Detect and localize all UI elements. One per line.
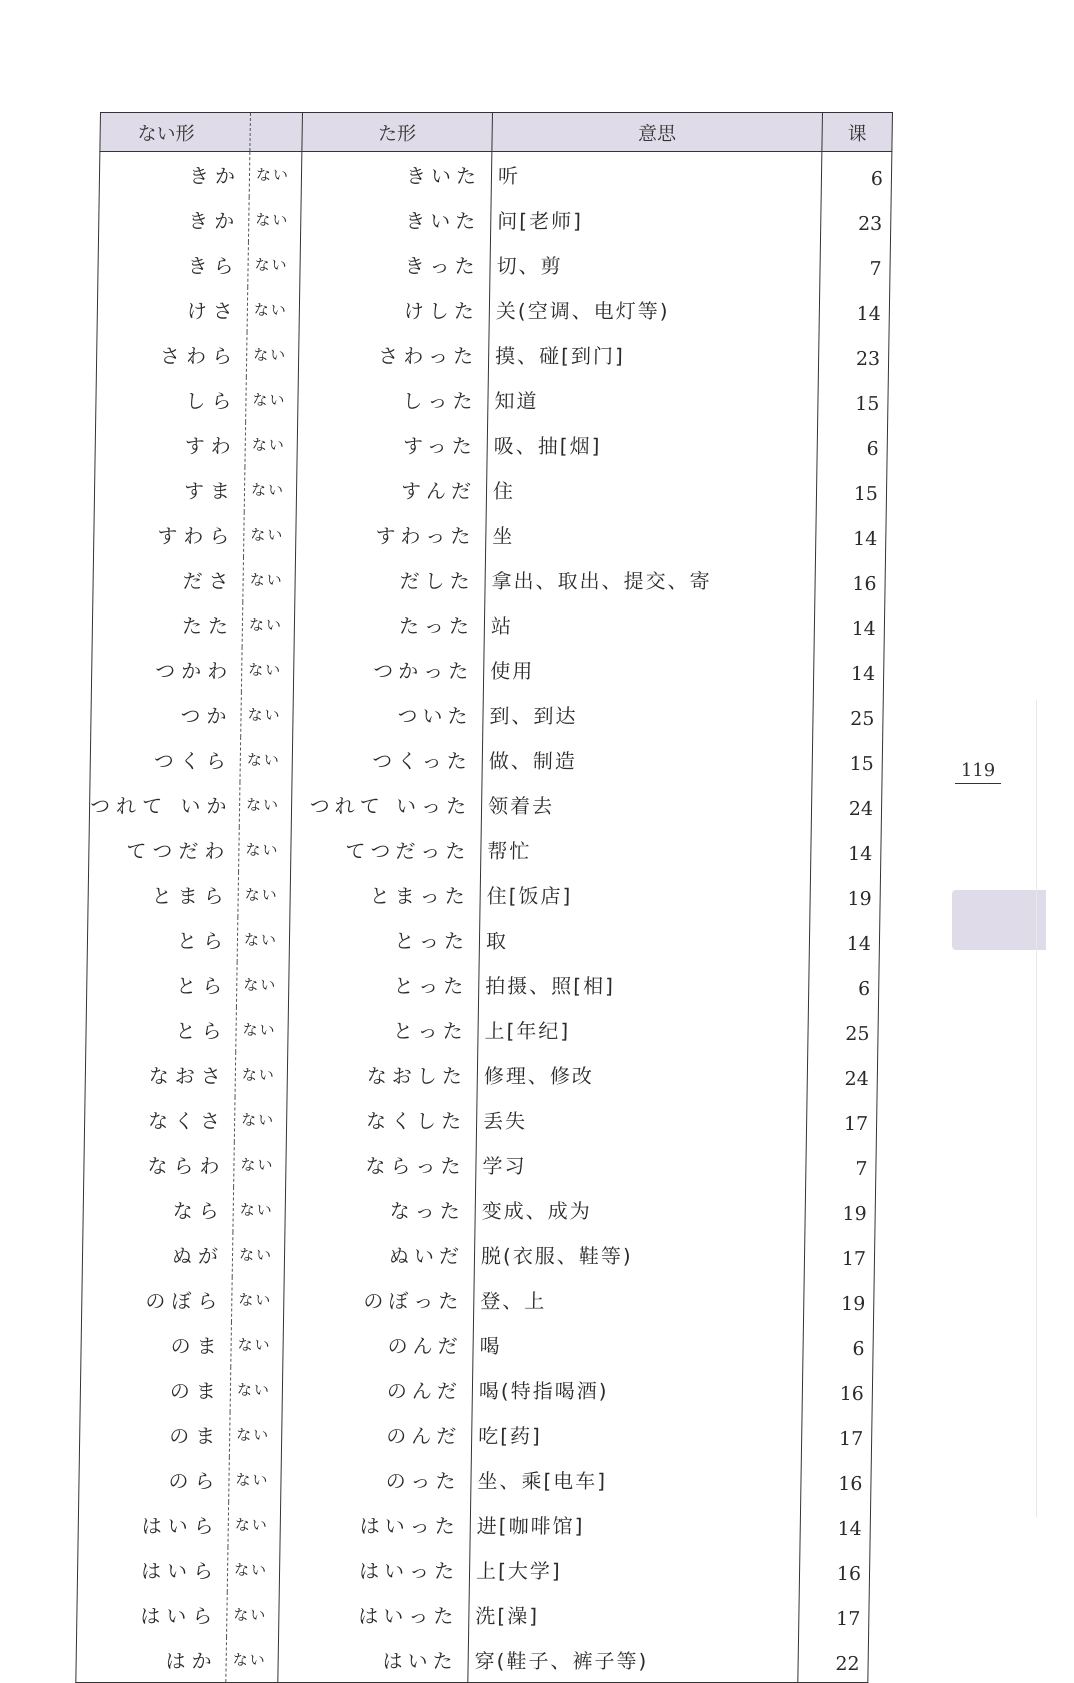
lesson-cell: 14 [816,512,887,557]
lesson-cell: 16 [802,1367,873,1412]
lesson-cell: 16 [801,1457,872,1502]
nai-stem-cell: ぬが [82,1232,233,1277]
lesson-cell: 19 [810,872,881,917]
ta-form-cell: きった [300,242,491,287]
lesson-cell: 15 [818,377,889,422]
ta-form-cell: はいた [278,1637,469,1683]
table-row [86,962,879,1007]
lesson-cell: 16 [815,557,886,602]
table-row [96,377,889,422]
nai-suffix-cell: ない [241,647,294,692]
lesson-cell: 25 [808,1007,879,1052]
nai-suffix-cell: ない [246,377,299,422]
table-row [81,1322,874,1367]
ta-form-cell: すんだ [296,467,487,512]
ta-form-cell: はいった [279,1592,470,1637]
lesson-cell: 15 [816,467,887,512]
table-row [88,872,881,917]
table-row [98,242,891,287]
table-row [80,1367,873,1412]
meaning-cell: 喝 [473,1322,804,1367]
meaning-cell: 脱(衣服、鞋等) [474,1232,805,1277]
nai-suffix-cell: ない [248,242,301,287]
ta-form-cell: とった [288,1007,479,1052]
lesson-cell: 19 [805,1187,876,1232]
ta-form-cell: しった [298,377,489,422]
nai-stem-cell: はいら [77,1547,228,1592]
table-row [79,1457,872,1502]
nai-suffix-cell: ない [244,467,297,512]
lesson-cell: 17 [799,1592,870,1637]
lesson-cell: 25 [813,692,884,737]
nai-stem-cell: はいら [78,1502,229,1547]
ta-form-cell: のぼった [283,1277,474,1322]
lesson-cell: 23 [820,197,891,242]
table-row [95,422,888,467]
nai-suffix-cell: ない [232,1232,285,1277]
table-row [94,512,887,557]
nai-suffix-cell: ない [244,512,297,557]
table-row [92,602,885,647]
nai-suffix-cell: ない [236,962,289,1007]
table-row [81,1277,874,1322]
table-row [79,1412,872,1457]
ta-form-cell: はいった [280,1502,471,1547]
meaning-cell: 使用 [483,647,814,692]
nai-stem-cell: とら [86,1007,237,1052]
nai-stem-cell: すわら [94,512,245,557]
table-row [94,467,887,512]
nai-stem-cell: きか [98,197,249,242]
page-number: 119 [955,760,1001,784]
table-row [77,1547,870,1592]
table-row [98,197,891,242]
ta-form-cell: つくった [292,737,483,782]
nai-suffix-cell: ない [243,557,296,602]
ta-form-cell: きいた [301,152,492,198]
meaning-cell: 问[老师] [490,197,821,242]
ta-form-cell: つかった [293,647,484,692]
ta-form-cell: ぬいだ [284,1232,475,1277]
nai-stem-cell: とら [87,917,238,962]
ta-form-cell: のった [281,1457,472,1502]
table-row [86,1007,879,1052]
header-ta-form: た形 [302,113,493,152]
nai-stem-cell: のら [79,1457,230,1502]
meaning-cell: 坐 [486,512,817,557]
table-row [91,692,884,737]
ta-form-cell: さわった [298,332,489,377]
nai-stem-cell: きか [99,152,250,198]
table-row [96,332,889,377]
nai-suffix-cell: ない [248,197,301,242]
table-row [84,1097,877,1142]
meaning-cell: 拍摄、照[相] [478,962,809,1007]
nai-stem-cell: さわら [96,332,247,377]
meaning-cell: 登、上 [473,1277,804,1322]
meaning-cell: 上[大学] [469,1547,800,1592]
lesson-cell: 17 [806,1097,877,1142]
nai-stem-cell: すわ [95,422,246,467]
ta-form-cell: なくした [286,1097,477,1142]
nai-stem-cell: きら [98,242,249,287]
lesson-cell: 23 [818,332,889,377]
ta-form-cell: けした [299,287,490,332]
meaning-cell: 关(空调、电灯等) [489,287,820,332]
ta-form-cell: つれて いった [291,782,482,827]
meaning-cell: 知道 [488,377,819,422]
lesson-cell: 6 [817,422,888,467]
nai-suffix-cell: ない [238,872,291,917]
lesson-cell: 17 [801,1412,872,1457]
ta-form-cell: のんだ [281,1412,472,1457]
page-edge-line [1036,700,1037,1517]
header-lesson: 课 [822,113,893,152]
lesson-cell: 6 [808,962,879,1007]
lesson-cell: 17 [804,1232,875,1277]
meaning-cell: 帮忙 [481,827,812,872]
ta-form-cell: きいた [300,197,491,242]
lesson-cell: 15 [812,737,883,782]
meaning-cell: 取 [479,917,810,962]
nai-suffix-cell: ない [226,1637,279,1683]
nai-suffix-cell: ない [245,422,298,467]
nai-stem-cell: つれて いか [89,782,240,827]
ta-form-cell: はいった [279,1547,470,1592]
nai-stem-cell: のま [79,1412,230,1457]
nai-suffix-cell: ない [230,1367,283,1412]
meaning-cell: 住[饭店] [480,872,811,917]
table-row [97,287,890,332]
nai-suffix-cell: ない [236,1007,289,1052]
lesson-cell: 6 [803,1322,874,1367]
lesson-cell: 7 [820,242,891,287]
meaning-cell: 洗[澡] [469,1592,800,1637]
table-row [82,1232,875,1277]
lesson-cell: 14 [800,1502,871,1547]
nai-suffix-cell: ない [234,1097,287,1142]
table-row [93,557,886,602]
meaning-cell: 穿(鞋子、裤子等) [468,1637,799,1683]
nai-suffix-cell: ない [227,1592,280,1637]
lesson-cell: 6 [821,152,892,198]
table-body [76,152,892,1683]
nai-stem-cell: しら [96,377,247,422]
meaning-cell: 上[年纪] [478,1007,809,1052]
nai-stem-cell: なくさ [84,1097,235,1142]
nai-suffix-cell: ない [242,602,295,647]
lesson-cell: 24 [807,1052,878,1097]
nai-suffix-cell: ない [239,782,292,827]
nai-stem-cell: てつだわ [89,827,240,872]
nai-stem-cell: のぼら [81,1277,232,1322]
meaning-cell: 坐、乘[电车] [471,1457,802,1502]
nai-stem-cell: はいら [77,1592,228,1637]
ta-form-cell: なった [285,1187,476,1232]
lesson-cell: 22 [798,1637,869,1683]
meaning-cell: 领着去 [481,782,812,827]
nai-stem-cell: なら [83,1187,234,1232]
nai-stem-cell: はか [76,1637,227,1683]
thumb-index-tab [952,890,1046,950]
nai-suffix-cell: ない [233,1187,286,1232]
table-row [85,1052,878,1097]
ta-form-cell: ならった [286,1142,477,1187]
ta-form-cell: すった [297,422,488,467]
meaning-cell: 住 [486,467,817,512]
lesson-cell: 14 [809,917,880,962]
meaning-cell: 吸、抽[烟] [487,422,818,467]
ta-form-cell: なおした [287,1052,478,1097]
nai-stem-cell: のま [81,1322,232,1367]
meaning-cell: 丢失 [476,1097,807,1142]
nai-suffix-cell: ない [231,1277,284,1322]
meaning-cell: 变成、成为 [475,1187,806,1232]
ta-form-cell: ついた [293,692,484,737]
table-row [89,827,882,872]
meaning-cell: 做、制造 [482,737,813,782]
lesson-cell: 14 [811,827,882,872]
nai-stem-cell: すま [94,467,245,512]
header-nai-blank [250,113,303,152]
meaning-cell: 站 [484,602,815,647]
ta-form-cell: とった [289,917,480,962]
nai-suffix-cell: ない [234,1142,287,1187]
header-meaning: 意思 [492,113,823,152]
nai-suffix-cell: ない [247,287,300,332]
table-row [84,1142,877,1187]
nai-suffix-cell: ない [235,1052,288,1097]
nai-stem-cell: つか [91,692,242,737]
lesson-cell: 14 [819,287,890,332]
meaning-cell: 听 [491,152,822,198]
lesson-cell: 14 [814,602,885,647]
lesson-cell: 24 [811,782,882,827]
nai-suffix-cell: ない [231,1322,284,1367]
ta-form-cell: すわった [296,512,487,557]
table-row [87,917,880,962]
nai-stem-cell: ならわ [84,1142,235,1187]
nai-stem-cell: とら [86,962,237,1007]
ta-form-cell: たった [294,602,485,647]
table-row [91,647,884,692]
header-nai-form: ない形 [100,113,251,152]
lesson-cell: 19 [803,1277,874,1322]
meaning-cell: 摸、碰[到门] [488,332,819,377]
meaning-cell: 切、剪 [490,242,821,287]
nai-suffix-cell: ない [237,917,290,962]
meaning-cell: 到、到达 [483,692,814,737]
table-row [89,782,882,827]
nai-stem-cell: のま [80,1367,231,1412]
nai-stem-cell: とまら [88,872,239,917]
table-header-row [100,113,893,152]
meaning-cell: 喝(特指喝酒) [472,1367,803,1412]
table-row [77,1592,870,1637]
nai-suffix-cell: ない [241,692,294,737]
meaning-cell: 学习 [476,1142,807,1187]
nai-stem-cell: つくら [90,737,241,782]
ta-form-cell: のんだ [283,1322,474,1367]
nai-suffix-cell: ない [229,1457,282,1502]
meaning-cell: 拿出、取出、提交、寄 [485,557,816,602]
nai-suffix-cell: ない [227,1547,280,1592]
table-row [78,1502,871,1547]
nai-stem-cell: なおさ [85,1052,236,1097]
nai-suffix-cell: ない [228,1502,281,1547]
meaning-cell: 吃[药] [471,1412,802,1457]
table-row [99,152,892,198]
ta-form-cell: とまった [290,872,481,917]
meaning-cell: 进[咖啡馆] [470,1502,801,1547]
nai-stem-cell: ださ [93,557,244,602]
verb-forms-table [75,112,893,1683]
lesson-cell: 7 [806,1142,877,1187]
nai-stem-cell: たた [92,602,243,647]
ta-form-cell: てつだった [291,827,482,872]
nai-suffix-cell: ない [229,1412,282,1457]
nai-stem-cell: つかわ [91,647,242,692]
table-row [76,1637,869,1683]
lesson-cell: 16 [799,1547,870,1592]
nai-suffix-cell: ない [240,737,293,782]
ta-form-cell: とった [288,962,479,1007]
nai-suffix-cell: ない [246,332,299,377]
nai-stem-cell: けさ [97,287,248,332]
nai-suffix-cell: ない [239,827,292,872]
meaning-cell: 修理、修改 [477,1052,808,1097]
ta-form-cell: だした [295,557,486,602]
table-row [90,737,883,782]
ta-form-cell: のんだ [282,1367,473,1412]
lesson-cell: 14 [813,647,884,692]
verb-forms-table-wrap [80,112,892,1675]
nai-suffix-cell: ない [249,152,302,198]
table-row [83,1187,876,1232]
